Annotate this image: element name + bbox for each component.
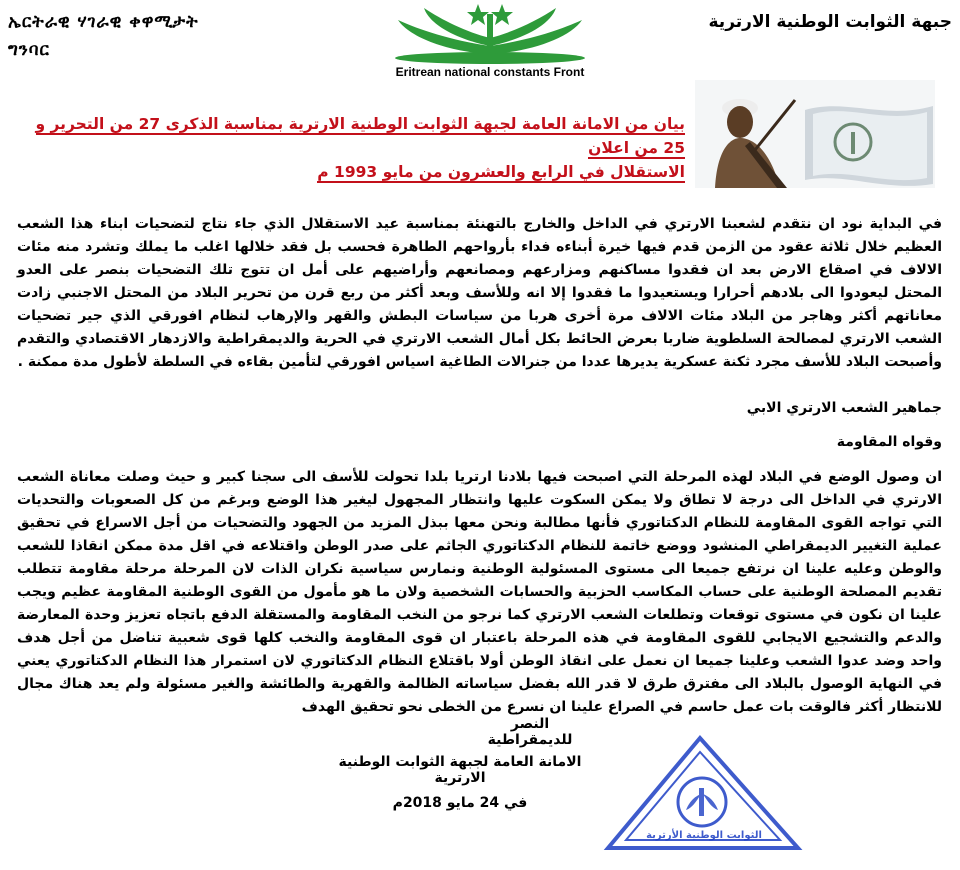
- tigrinya-org-name: [8, 8, 238, 64]
- english-org-name: Eritrean national constants Front: [395, 65, 585, 79]
- statement-title-line-1: بيان من الامانة العامة لجبهة الثوابت الوطنية الارترية بمناسبة الذكرى 27 من التحرير و 25 من اعلان: [35, 115, 685, 157]
- issuer-name: الامانة العامة لجبهة الثوابت الوطنية الارترية: [338, 754, 582, 786]
- front-logo: [380, 0, 600, 64]
- body-paragraph-2: ان وصول الوضع في البلاد لهذه المرحلة التي اصبحت فيها بلادنا ارتريا بلدا تحولت للأسف الى سجنا كبير و حيث وصلت معاناة الشعب الارتري في الداخل الى درجة لا تطاق ولا يمكن السكوت عليها وانتظار المجهول ليغير هذا الوضع وبرغم من كل الصعوبات والتحديات التي تواجه القوى المقاومة للنظام الدكتاتوري فأنها مطالبة ونحن معها ببذل المزيد من الجهود والتضحيات من أجل الاسراع في تحقيق عملية التغيير الديمقراطي المنشود ووضع خاتمة للنظام الدكتاتوري الجاثم على صدر الوطن واقتلاعه في اقل مدة ممكن انقاذا للشعب والوطن وعليه علينا ان نرتفع جميعا الى مستوى المسئولية الوطنية ونمارس سياسية نكران الذات لان المرحلة مرحلة مقاومة تتطلب تقديم المصلحة الوطنية على حساب المكاسب الحزبية والحسابات الشخصية ولان ما هو مأمول من القوى الوطنية المقاومة عظيم ويجب علينا ان نكون في مستوى توقعات وتطلعات الشعب الارتري كما نرجو من النخب المقاومة والمستقلة الدفع باتجاه تعزيز وحدة المعارضة والدعم والتشجيع الايجابي للقوى المقاومة في هذه المرحلة باعتبار ان قوى المقاومة والنخب كلها قوى شعبية تناضل من أجل هدف واحد وضد عدوا الشعب وعلينا جميعا ان نعمل على انقاذ الوطن أولا باقتلاع النظام الدكتاتوري لان استمرار هذا النظام الدكتاتوري يعني في النهاية الوصول بالبلاد الى مفترق طرق لا قدر الله بفضل سياساته الظالمة والقهرية والطائشة والغير مسئولة ولم يعد هناك مجال للانتظار أكثر فالوقت بات عمل حاسم في الصراع علينا ان نسرع من الخطى نحو تحقيق الهدف: [17, 469, 942, 715]
- body-paragraph-1: في البداية نود ان نتقدم لشعبنا الارتري في الداخل والخارج بالتهنئة بمناسبة عيد الاستقلال الذي جاء نتاج لتضحيات ابناء هذا الشعب العظيم خلال ثلاثة عقود من الزمن قدم فيها خيرة أبناءه فداء بأرواحهم الطاهرة فحسب بل فقد خلالها اغلب ما يملك وتشرد منه مئات الالاف في اصقاع الارض بعد ان فقدوا مساكنهم ومزارعهم ومصانعهم وأراضيهم على أمل ان تتوج تلك التضحيات بنصر على العدو المحتل ليعودوا الى بلادهم أحرارا ويستعيدوا ما فقدوا إلا انه وللأسف وبعد أكثر من ربع قرن من تحرير البلاد من المحتل الاجنبي زادت معاناتهم أكثر وهاجر من البلاد مئات الالاف مرة أخرى هربا من سياسات البطش والقهر والإرهاب لنظام افورقي الذي جير تضحيات الشعب الارتري لمصالحة السلطوية ضاربا بعرض الحائط بكل أمال الشعب الارتري في الحرية والديمقراطية والازدهار الاقتصادي والتقدم وأصبحت البلاد للأسف مجرد ثكنة عسكرية يديرها عددا من جنرالات الطاغية اسياس افورقي لتأمين بقاءه في السلطة لأطول مدة ممكنة .: [17, 216, 942, 370]
- statement-title: [10, 112, 685, 184]
- tigrinya-line-1: ኤርትራዊ ሃገራዊ ቀዋሚታት: [8, 12, 199, 32]
- official-stamp: [600, 730, 805, 865]
- greeting-resistance: وقواه المقاومة: [836, 434, 942, 450]
- stamp-text: الثوابت الوطنية الأرترية: [646, 830, 762, 841]
- tigrinya-line-2: ግንባር: [8, 40, 50, 60]
- greeting-people: جماهير الشعب الارتري الابي: [746, 400, 942, 416]
- statement-title-line-2: الاستقلال في الرابع والعشرون من مايو 1993 م: [317, 163, 685, 181]
- closing-slogan: النصر للديمقراطية: [487, 716, 573, 748]
- arabic-org-name: جبهة الثوابت الوطنية الارترية: [708, 12, 952, 32]
- fighter-with-flag-image: [695, 80, 935, 188]
- statement-date: في 24 مايو 2018م: [392, 795, 528, 811]
